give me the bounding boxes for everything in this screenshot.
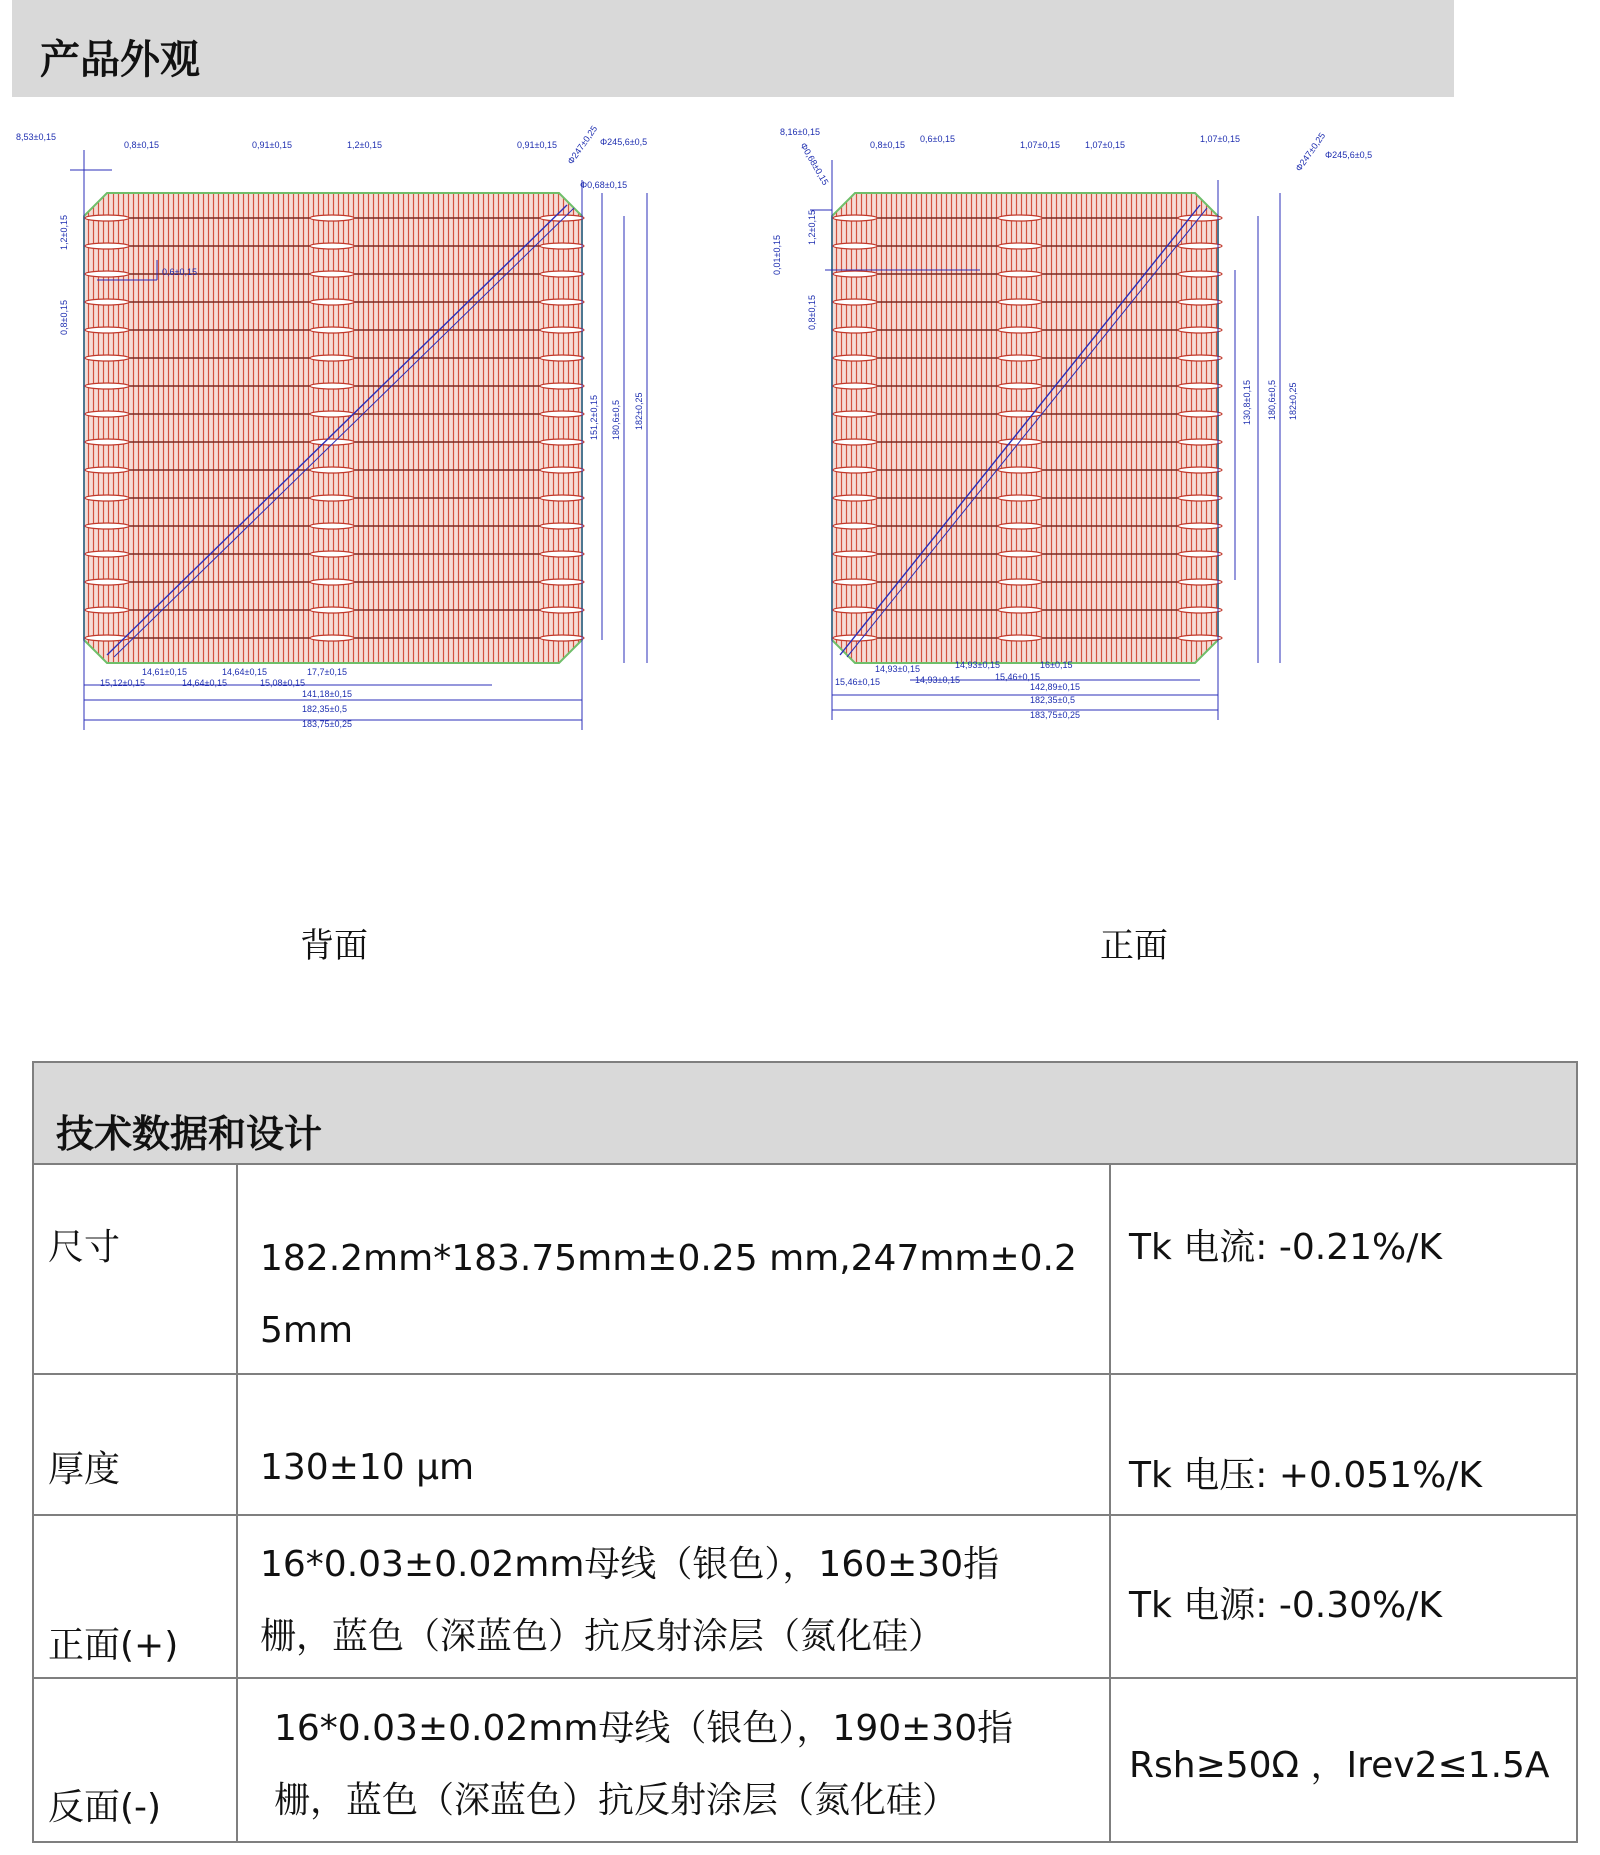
dim-label: 15,12±0,15 xyxy=(100,678,145,688)
solder-pad xyxy=(833,215,877,221)
solder-pad xyxy=(310,607,354,613)
solder-pad xyxy=(85,383,129,389)
solder-pad xyxy=(85,271,129,277)
dim-label: 17,7±0,15 xyxy=(307,667,347,677)
solder-pad xyxy=(833,439,877,445)
solder-pad xyxy=(310,523,354,529)
spec-value-line: 16*0.03±0.02mm母线（银色），190±30指 xyxy=(274,1708,1014,1749)
solder-pad xyxy=(1178,243,1222,249)
solder-pad xyxy=(310,355,354,361)
dim-label: 14,64±0,15 xyxy=(222,667,267,677)
dim-label: 180,6±0,5 xyxy=(1267,380,1277,420)
solder-pad xyxy=(1178,271,1222,277)
solder-pad xyxy=(85,411,129,417)
solder-pad xyxy=(310,635,354,641)
row-divider xyxy=(34,1514,1576,1516)
solder-pad xyxy=(540,299,584,305)
solder-pad xyxy=(85,551,129,557)
solder-pad xyxy=(85,607,129,613)
solder-pad xyxy=(310,271,354,277)
solder-pad xyxy=(1178,299,1222,305)
spec-label-size: 尺寸 xyxy=(48,1227,121,1268)
dim-label: 180,6±0,5 xyxy=(611,400,621,440)
solder-pad xyxy=(540,383,584,389)
dim-label: 1,2±0,15 xyxy=(807,210,817,245)
solder-pad xyxy=(85,523,129,529)
dim-label: 130,8±0,15 xyxy=(1242,380,1252,425)
solder-pad xyxy=(833,299,877,305)
spec-value-front xyxy=(260,1529,999,1673)
solder-pad xyxy=(998,411,1042,417)
solder-pad xyxy=(310,579,354,585)
dim-label: 142,89±0,15 xyxy=(1030,682,1080,692)
solder-pad xyxy=(85,355,129,361)
spec-value-line: 栅，蓝色（深蓝色）抗反射涂层（氮化硅） xyxy=(274,1780,959,1821)
column-divider xyxy=(236,1165,238,1841)
dim-label: 183,75±0,25 xyxy=(302,719,352,729)
solder-pad xyxy=(1178,467,1222,473)
dim-label: 1,07±0,15 xyxy=(1085,140,1125,150)
dim-label: 14,64±0,15 xyxy=(182,678,227,688)
dim-label: 14,93±0,15 xyxy=(875,664,920,674)
solder-pad xyxy=(540,271,584,277)
solder-pad xyxy=(1178,551,1222,557)
solder-pad xyxy=(540,551,584,557)
solder-pad xyxy=(833,523,877,529)
specs-title: 技术数据和设计 xyxy=(56,1112,323,1156)
spec-label-thickness: 厚度 xyxy=(48,1449,121,1490)
dim-label: Φ245,6±0,5 xyxy=(1325,150,1373,160)
solder-pad xyxy=(998,299,1042,305)
spec-value-line: 栅，蓝色（深蓝色）抗反射涂层（氮化硅） xyxy=(260,1616,945,1657)
solder-pad xyxy=(85,243,129,249)
dim-label: 0,8±0,15 xyxy=(807,295,817,330)
dim-label: 0,6±0,15 xyxy=(920,134,955,144)
solder-pad xyxy=(85,467,129,473)
dim-label: 182±0,25 xyxy=(634,392,644,430)
row-divider xyxy=(34,1677,1576,1679)
solder-pad xyxy=(833,355,877,361)
solder-pad xyxy=(310,215,354,221)
dim-label: 0,91±0,15 xyxy=(252,140,292,150)
specs-section-header xyxy=(34,1063,1576,1165)
solder-pad xyxy=(540,439,584,445)
solder-pad xyxy=(540,607,584,613)
solder-pad xyxy=(998,495,1042,501)
solder-pad xyxy=(310,299,354,305)
solder-pad xyxy=(85,579,129,585)
solder-pad xyxy=(1178,607,1222,613)
solder-pad xyxy=(85,299,129,305)
solder-pad xyxy=(540,355,584,361)
solder-pad xyxy=(998,635,1042,641)
solder-pad xyxy=(833,243,877,249)
dim-label: 1,2±0,15 xyxy=(59,215,69,250)
solder-pad xyxy=(998,467,1042,473)
solder-pad xyxy=(1178,355,1222,361)
solder-pad xyxy=(998,271,1042,277)
solder-pad xyxy=(998,579,1042,585)
solder-pad xyxy=(998,327,1042,333)
spec-label-front: 正面(+) xyxy=(48,1625,179,1666)
solder-pad xyxy=(833,411,877,417)
solder-pad xyxy=(310,551,354,557)
spec-right-shunt: Rsh≥50Ω ，Irev2≤1.5A xyxy=(1129,1745,1550,1786)
spec-value-size xyxy=(260,1223,1077,1367)
dim-label: 14,93±0,15 xyxy=(955,660,1000,670)
solder-pad xyxy=(998,215,1042,221)
solder-pad xyxy=(998,355,1042,361)
appearance-title: 产品外观 xyxy=(40,37,200,83)
dim-label: 1,07±0,15 xyxy=(1200,134,1240,144)
spec-right-voltage: Tk 电压: +0.051%/K xyxy=(1129,1455,1483,1496)
dim-label: Φ247±0,25 xyxy=(1293,130,1328,174)
dim-label: 16±0,15 xyxy=(1040,660,1073,670)
dim-label: 182,35±0,5 xyxy=(302,704,347,714)
column-divider xyxy=(1109,1165,1111,1841)
solder-pad xyxy=(540,243,584,249)
solder-pad xyxy=(833,327,877,333)
spec-value-line: 16*0.03±0.02mm母线（银色），160±30指 xyxy=(260,1544,1000,1585)
dim-label: Φ245,6±0,5 xyxy=(600,137,648,147)
dim-label: 14,61±0,15 xyxy=(142,667,187,677)
solder-pad xyxy=(1178,215,1222,221)
solder-pad xyxy=(998,523,1042,529)
dim-label: Φ0,68±0,15 xyxy=(798,141,831,187)
dim-label: 151,2±0,15 xyxy=(589,395,599,440)
caption-front: 正面 xyxy=(1100,926,1168,966)
solder-pad xyxy=(540,635,584,641)
specs-table xyxy=(32,1061,1578,1843)
solder-pad xyxy=(85,327,129,333)
solder-pad xyxy=(85,215,129,221)
dim-label: 1,07±0,15 xyxy=(1020,140,1060,150)
solder-pad xyxy=(1178,495,1222,501)
solder-pad xyxy=(1178,635,1222,641)
solder-pad xyxy=(833,271,877,277)
solder-pad xyxy=(540,411,584,417)
front-side-drawing xyxy=(772,120,1540,860)
dim-label: Φ247±0,25 xyxy=(565,123,600,167)
dim-label: 1,2±0,15 xyxy=(347,140,382,150)
caption-back: 背面 xyxy=(300,926,368,966)
solder-pad xyxy=(833,383,877,389)
solder-pad xyxy=(85,439,129,445)
solder-pad xyxy=(998,607,1042,613)
dim-label: Φ0,68±0,15 xyxy=(580,180,628,190)
dim-label: 182,35±0,5 xyxy=(1030,695,1075,705)
solder-pad xyxy=(540,495,584,501)
solder-pad xyxy=(833,495,877,501)
row-divider xyxy=(34,1373,1576,1375)
solder-pad xyxy=(540,523,584,529)
solder-pad xyxy=(998,551,1042,557)
solder-pad xyxy=(833,579,877,585)
solder-pad xyxy=(540,467,584,473)
solder-pad xyxy=(310,243,354,249)
spec-value-line: 182.2mm*183.75mm±0.25 mm,247mm±0.2 xyxy=(260,1238,1077,1279)
dim-label: 8,16±0,15 xyxy=(780,127,820,137)
solder-pad xyxy=(310,495,354,501)
dim-label: 183,75±0,25 xyxy=(1030,710,1080,720)
dim-label: 0,8±0,15 xyxy=(59,300,69,335)
solder-pad xyxy=(1178,411,1222,417)
solder-pad xyxy=(998,243,1042,249)
solder-pad xyxy=(1178,383,1222,389)
spec-value-line: 5mm xyxy=(260,1310,354,1351)
dim-label: 15,08±0,15 xyxy=(260,678,305,688)
dim-label: 0,91±0,15 xyxy=(517,140,557,150)
spec-label-back: 反面(-) xyxy=(48,1787,162,1828)
solder-pad xyxy=(310,411,354,417)
solder-pad xyxy=(833,607,877,613)
back-side-drawing xyxy=(12,120,772,860)
solder-pad xyxy=(310,467,354,473)
solder-pad xyxy=(540,327,584,333)
solder-pad xyxy=(1178,523,1222,529)
dim-label: 14,93±0,15 xyxy=(915,675,960,685)
solder-pad xyxy=(833,467,877,473)
solder-pad xyxy=(1178,439,1222,445)
appearance-section-header xyxy=(12,0,1454,97)
solder-pad xyxy=(1178,327,1222,333)
spec-right-power: Tk 电源: -0.30%/K xyxy=(1129,1585,1442,1626)
solder-pad xyxy=(833,551,877,557)
spec-value-thickness: 130±10 µm xyxy=(260,1447,475,1488)
solder-pad xyxy=(310,383,354,389)
solder-pad xyxy=(1178,579,1222,585)
dim-label: 0,01±0,15 xyxy=(772,235,782,275)
dim-label: 15,46±0,15 xyxy=(835,677,880,687)
solder-pad xyxy=(540,579,584,585)
solder-pad xyxy=(310,327,354,333)
dim-label: 141,18±0,15 xyxy=(302,689,352,699)
dim-label: 15,46±0,15 xyxy=(995,672,1040,682)
solder-pad xyxy=(998,383,1042,389)
spec-value-back xyxy=(274,1693,1013,1837)
dim-label: 0,8±0,15 xyxy=(124,140,159,150)
dim-label: 0,8±0,15 xyxy=(870,140,905,150)
solder-pad xyxy=(85,495,129,501)
dim-label: 182±0,25 xyxy=(1288,382,1298,420)
spec-right-current: Tk 电流: -0.21%/K xyxy=(1129,1227,1442,1268)
dim-label: 8,53±0,15 xyxy=(16,132,56,142)
dim-label: 0,6±0,15 xyxy=(162,267,197,277)
